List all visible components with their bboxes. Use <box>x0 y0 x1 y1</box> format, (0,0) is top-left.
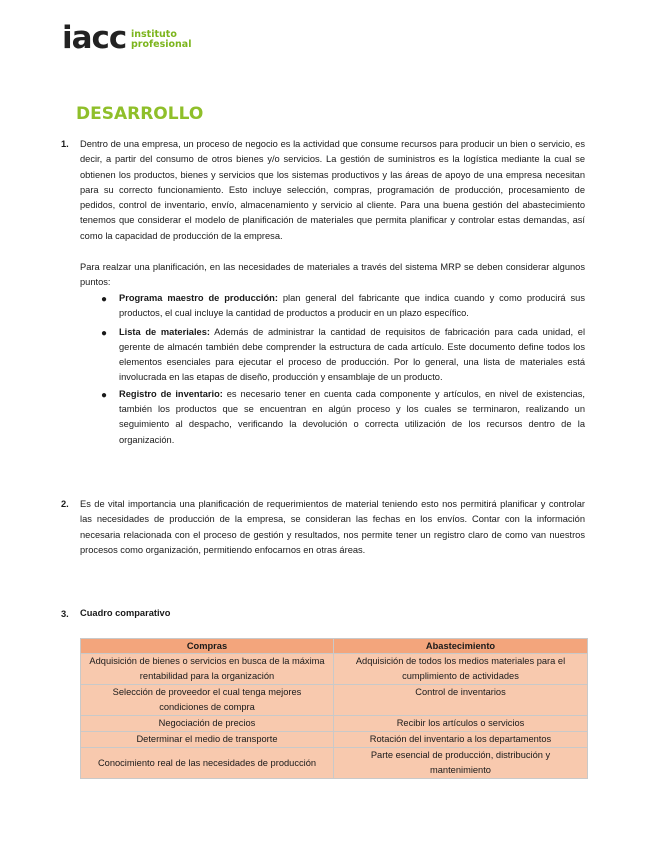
column-header-abastecimiento: Abastecimiento <box>334 639 588 654</box>
table-cell: Rotación del inventario a los departamentos <box>334 732 588 748</box>
section-1-paragraph-1: Dentro de una empresa, un proceso de negocio es la actividad que consume recursos para producir un bien o servicio, es decir, a partir del consumo de otros bienes y/o servicios. La gestión de suministros es la logística mediante la cual se obtienen los productos, bienes y servicios que los sistemas productivos y las áreas de apoyo de una empresa necesitan para su correcto funcionamiento. Esto incluye selección, compras, programación de producción, procesamiento de pedidos, control de inventario, envío, almacenamiento y servicio al cliente. Para una buena gestión del abastecimiento tenemos que considerar el modelo de planificación de materiales que permita planificar y controlar estas demandas, así como la capacidad de producción de la empresa. <box>80 139 585 241</box>
section-2-paragraph: Es de vital importancia una planificación de requerimientos de material teniendo esto nos permitirá planificar y controlar las necesidades de producción de la empresa, se consideran las fechas en los envíos. Contar con la información necesaria relacionada con el proceso de gestión y resultados, nos permite tener un registro claro de como van nuestros procesos como organización, permitiendo enfocarnos en otras áreas. <box>80 499 585 555</box>
bullet-icon: ● <box>101 294 108 305</box>
iacc-logo <box>62 20 212 56</box>
column-header-compras: Compras <box>81 639 334 654</box>
bullet-icon: ● <box>101 327 108 339</box>
table-cell: Conocimiento real de las necesidades de producción <box>81 748 334 779</box>
bullet-text: plan general del fabricante que indica cuando y como producirá sus productos, el cual incluye la cantidad de productos a producir en un plazo específico. <box>119 293 585 319</box>
logo-brand-text: iacc <box>62 20 127 56</box>
logo-subtitle <box>131 30 191 50</box>
logo-subtitle-line1: instituto <box>131 29 177 40</box>
table-cell: Adquisición de bienes o servicios en busca de la máxima rentabilidad para la organización <box>81 654 334 685</box>
table-cell: Parte esencial de producción, distribución y mantenimiento <box>334 748 588 779</box>
table-cell: Selección de proveedor el cual tenga mejores condiciones de compra <box>81 685 334 716</box>
section-1-number: 1. <box>61 139 69 149</box>
table-row <box>81 732 588 748</box>
table-cell: Recibir los artículos o servicios <box>334 716 588 732</box>
bullet-icon: ● <box>101 389 108 401</box>
section-2-number: 2. <box>61 499 69 509</box>
comparison-table <box>80 638 588 779</box>
list-item <box>101 291 585 322</box>
table-row <box>81 748 588 779</box>
bullet-text: es necesario tener en cuenta cada componente y artículos, en nivel de existencias, también los productos que se encuentran en algún proceso y los cuales se terminaron, realizando un seguimiento al despacho, verificando la devolución o correcta utilización de los recursos dentro de la organización. <box>119 388 585 445</box>
table-header-row <box>81 639 588 654</box>
bullet-term: Registro de inventario: <box>119 388 223 399</box>
section-3-title: Cuadro comparativo <box>80 608 171 618</box>
table-row <box>81 716 588 732</box>
mrp-points-list <box>101 291 586 448</box>
bullet-text: Además de administrar la cantidad de requisitos de fabricación para cada unidad, el gerente de almacén también debe comprender la estructura de cada artículo. Este documento define todos los elementos esenciales para ejecutar el proceso de producción. Por lo general, una lista de materiales está involucrada en las etapas de diseño, producción y ensamblaje de un producto. <box>119 326 586 383</box>
page-heading: DESARROLLO <box>76 104 204 124</box>
list-item <box>101 325 586 386</box>
table-cell: Negociación de precios <box>81 716 334 732</box>
table-row <box>81 654 588 685</box>
table-cell: Control de inventarios <box>334 685 588 716</box>
table-cell: Determinar el medio de transporte <box>81 732 334 748</box>
logo-subtitle-line2: profesional <box>131 39 192 50</box>
list-item <box>101 387 585 448</box>
bullet-term: Programa maestro de producción: <box>119 293 278 303</box>
table-cell: Adquisición de todos los medios materiales para el cumplimiento de actividades <box>334 654 588 685</box>
bullet-term: Lista de materiales: <box>119 326 210 337</box>
table-row <box>81 685 588 716</box>
section-3-number: 3. <box>61 609 69 619</box>
section-1-paragraph-2: Para realzar una planificación, en las necesidades de materiales a través del sistema MRP se deben considerar algunos puntos: <box>80 262 585 288</box>
